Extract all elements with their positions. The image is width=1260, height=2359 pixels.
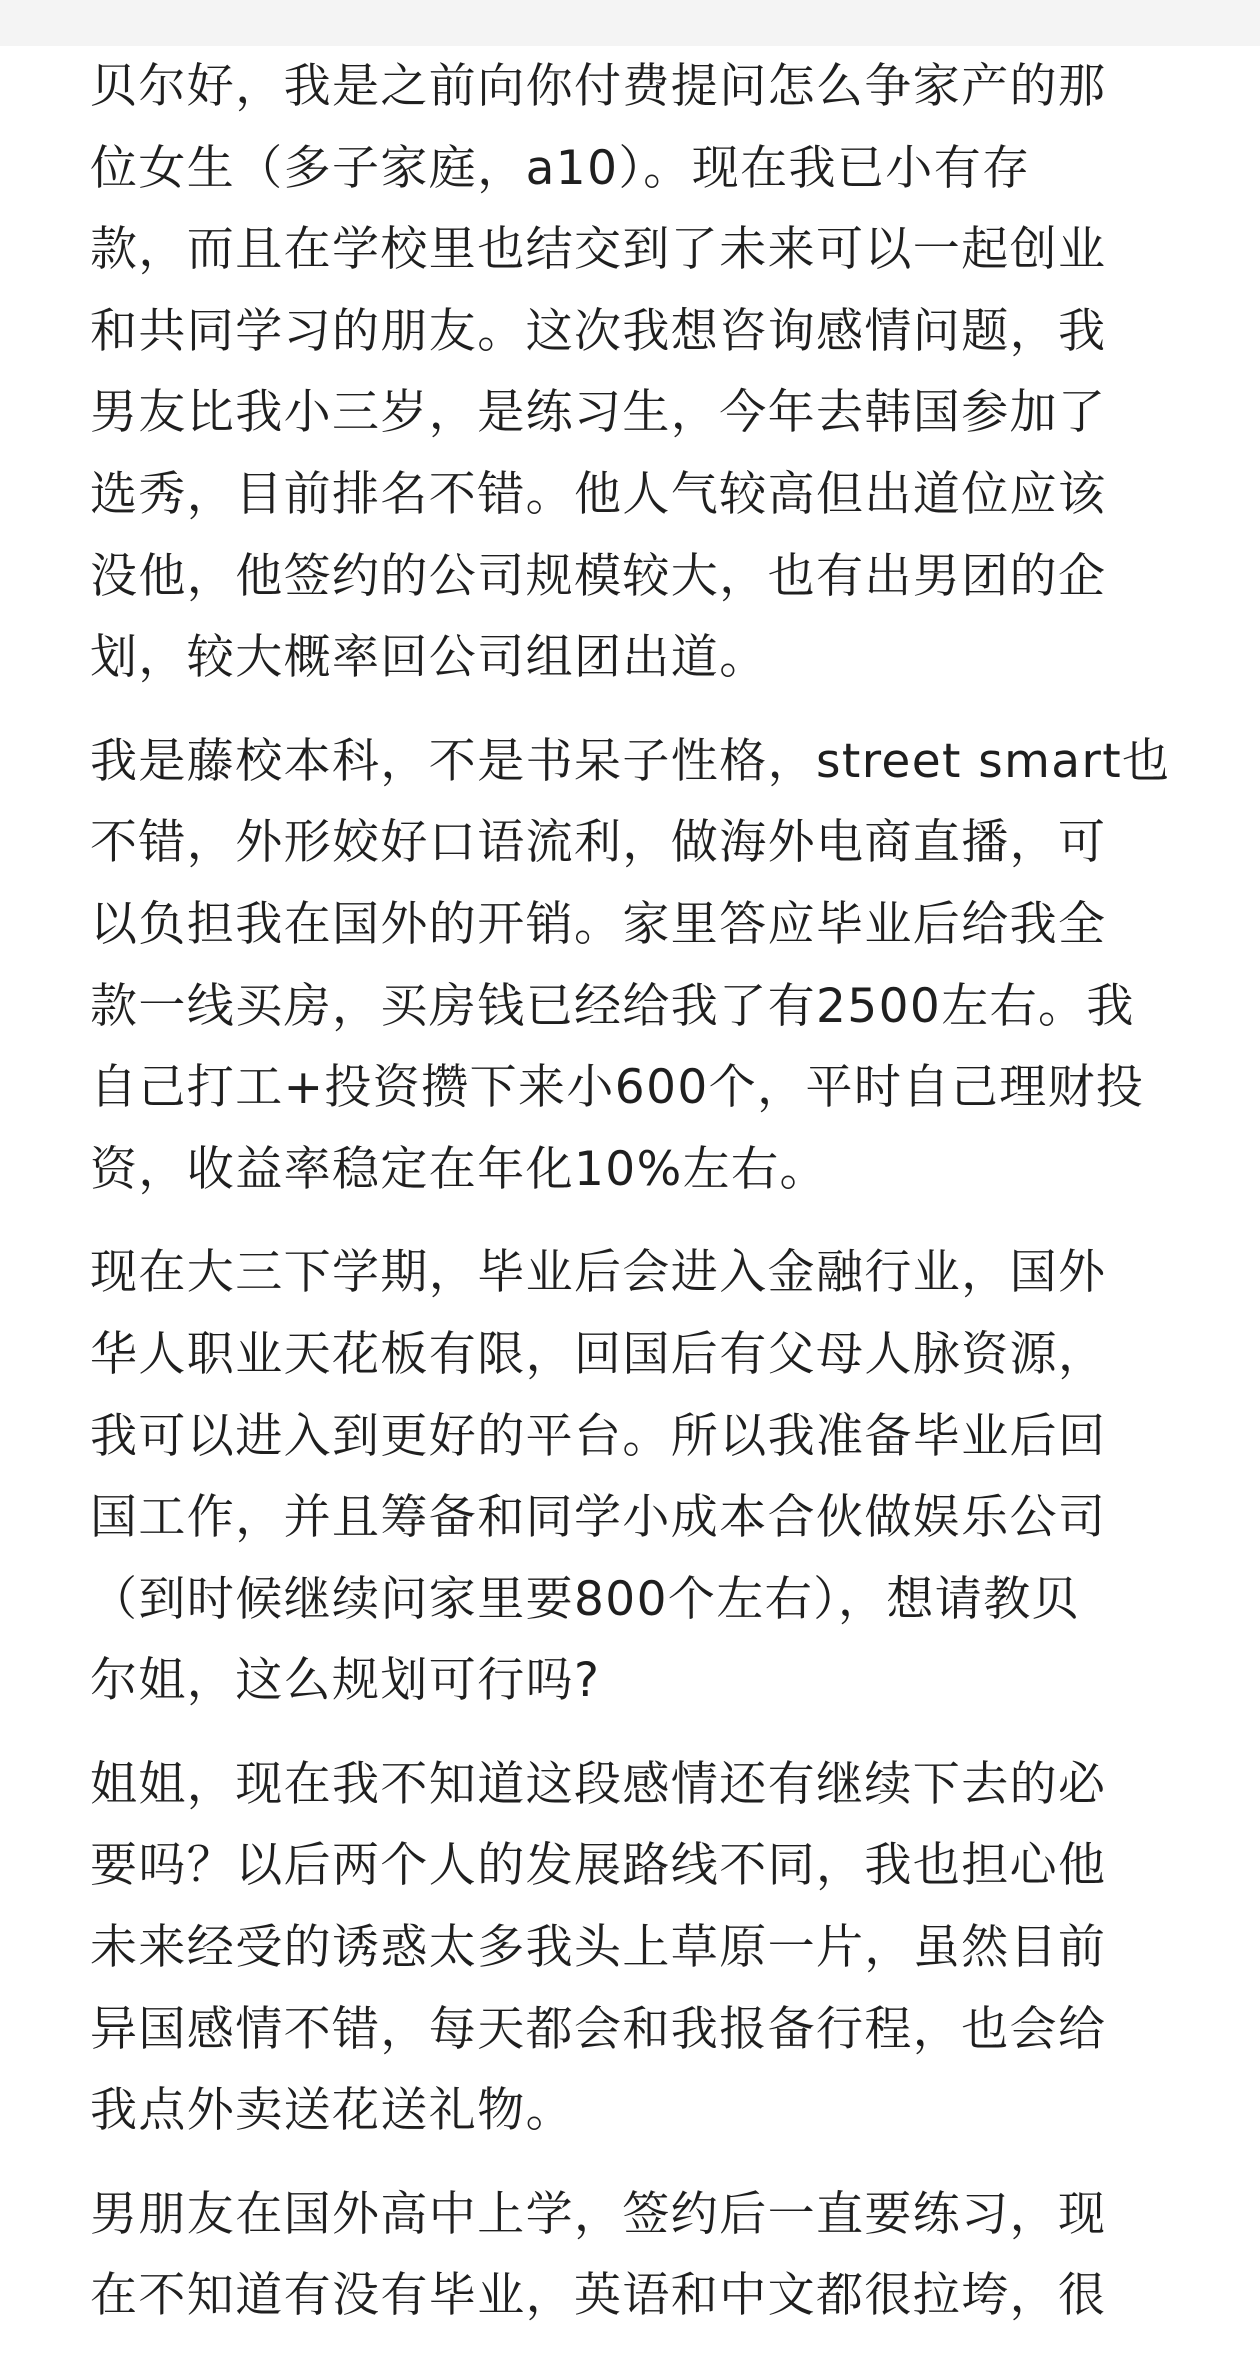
text-line: 资，收益率稳定在年化10%左右。	[90, 1141, 828, 1197]
text-line: 贝尔好，我是之前向你付费提问怎么争家产的那	[90, 59, 1107, 114]
text-line: 异国感情不错，每天都会和我报备行程，也会给	[90, 2001, 1107, 2057]
text-line: 国工作，并且筹备和同学小成本合伙做娱乐公司	[90, 1490, 1107, 1546]
text-line: 没他，他签约的公司规模较大，也有出男团的企	[90, 548, 1107, 604]
text-line: 款，而且在学校里也结交到了未来可以一起创业	[90, 222, 1107, 278]
text-line: 自己打工+投资攒下来小600个，平时自己理财投	[90, 1060, 1145, 1116]
text-line: 要吗？以后两个人的发展路线不同，我也担心他	[90, 1838, 1107, 1894]
text-line: 华人职业天花板有限，回国后有父母人脉资源，	[90, 1326, 1107, 1382]
paragraph	[90, 721, 1190, 1211]
text-line: 在不知道有没有毕业，英语和中文都很拉垮，很	[90, 2268, 1107, 2324]
paragraph	[90, 46, 1190, 699]
text-line: 男朋友在国外高中上学，签约后一直要练习，现	[90, 2186, 1107, 2242]
text-line: 以负担我在国外的开销。家里答应毕业后给我全	[90, 896, 1107, 952]
text-line: （到时候继续问家里要800个左右），想请教贝	[90, 1571, 1081, 1627]
text-line: 我点外卖送花送礼物。	[90, 2083, 574, 2139]
article-body	[90, 46, 1190, 2359]
text-line: 和共同学习的朋友。这次我想咨询感情问题，我	[90, 303, 1107, 359]
paragraph	[90, 1232, 1190, 1722]
paragraph	[90, 1744, 1190, 2152]
text-line: 划，较大概率回公司组团出道。	[90, 630, 768, 686]
text-line: 尔姐，这么规划可行吗?	[90, 1653, 601, 1709]
paragraph	[90, 2174, 1190, 2337]
text-line: 不错，外形姣好口语流利，做海外电商直播，可	[90, 815, 1107, 871]
text-line: 我可以进入到更好的平台。所以我准备毕业后回	[90, 1408, 1107, 1464]
text-line: 选秀，目前排名不错。他人气较高但出道位应该	[90, 466, 1107, 522]
text-line: 款一线买房，买房钱已经给我了有2500左右。我	[90, 978, 1135, 1034]
top-bar	[0, 0, 1260, 46]
text-line: 我是藤校本科，不是书呆子性格，street smart也	[90, 733, 1171, 789]
text-line: 男友比我小三岁，是练习生，今年去韩国参加了	[90, 385, 1107, 441]
text-line: 现在大三下学期，毕业后会进入金融行业，国外	[90, 1245, 1107, 1301]
text-line: 姐姐，现在我不知道这段感情还有继续下去的必	[90, 1756, 1107, 1812]
text-line: 未来经受的诱惑太多我头上草原一片，虽然目前	[90, 1920, 1107, 1976]
text-line: 位女生（多子家庭，a10）。现在我已小有存	[90, 140, 1031, 196]
